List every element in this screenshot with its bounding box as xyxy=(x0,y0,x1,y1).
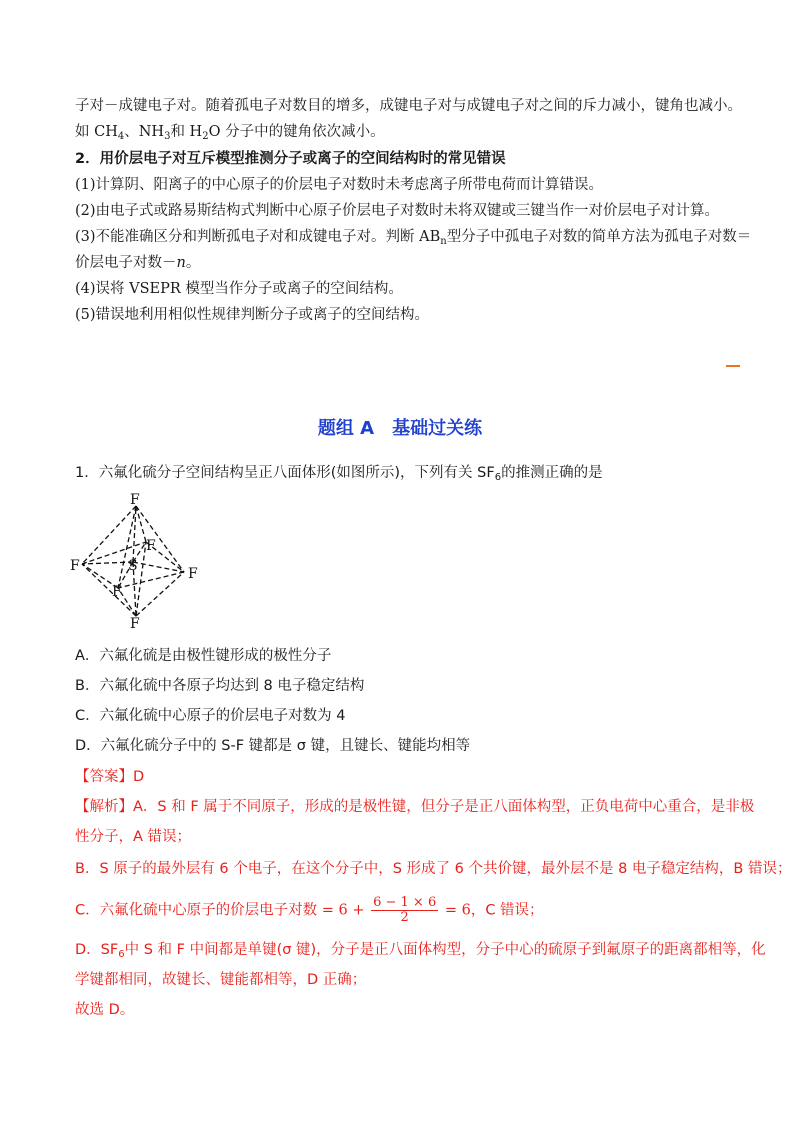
subscript: n xyxy=(440,236,447,247)
error-item-5: (5)错误地利用相似性规律判断分子或离子的空间结构。 xyxy=(75,307,430,323)
atom-f-top: F xyxy=(130,492,140,508)
text: 的推测正确的是 xyxy=(501,465,603,481)
subscript: 4 xyxy=(117,131,125,142)
text: 1．六氟化硫分子空间结构呈正八面体形(如图所示)，下列有关 SF xyxy=(75,465,495,481)
text: 和 H xyxy=(170,124,203,140)
atom-f-right: F xyxy=(188,566,198,582)
text: O 分子中的键角依次减小。 xyxy=(208,124,385,140)
fraction xyxy=(371,896,438,925)
error-item-2: (2)由电子式或路易斯结构式判断中心原子价层电子对数时未将双键或三键当作一对价层电子对计算。 xyxy=(75,203,720,219)
text: 。 xyxy=(185,255,201,271)
text: 型分子中孤电子对数的简单方法为孤电子对数＝ xyxy=(446,229,752,245)
analysis-line-4 xyxy=(75,896,544,925)
text: D．SF xyxy=(75,942,119,958)
atom-f-bottom: F xyxy=(130,616,140,630)
group-title: 题组 A 基础过关练 xyxy=(317,418,483,439)
analysis-line-3: B．S 原子的最外层有 6 个电子，在这个分子中，S 形成了 6 个共价键，最外层不是 8 电子稳定结构，B 错误； xyxy=(75,861,792,877)
answer-label: 【答案】D xyxy=(75,769,145,785)
subscript: 3 xyxy=(164,131,171,142)
text: C．六氟化硫中心原子的价层电子对数 xyxy=(75,902,318,919)
analysis-line-5 xyxy=(75,940,766,960)
orange-dash-mark xyxy=(726,365,740,367)
analysis-line-6: 学键都相同，故键长、键能都相等，D 正确； xyxy=(75,972,367,988)
atom-f-left: F xyxy=(70,558,80,574)
error-item-3-cont xyxy=(75,253,200,273)
section-heading: 2．用价层电子对互斥模型推测分子或离子的空间结构时的常见错误 xyxy=(75,151,506,167)
intro-line-1: 子对－成键电子对。随着孤电子对数目的增多，成键电子对与成键电子对之间的斥力减小，键角也减小。 xyxy=(75,98,742,114)
fraction-numerator: 6 − 1 × 6 xyxy=(373,895,437,910)
text: (3)不能准确区分和判断孤电子对和成键电子对。判断 AB xyxy=(75,229,441,245)
atom-f-back: F xyxy=(146,538,156,554)
subscript: 2 xyxy=(202,131,209,142)
text: ，C 错误； xyxy=(470,902,544,919)
question-stem xyxy=(75,463,603,483)
subscript: 6 xyxy=(118,949,125,960)
text: 如 CH xyxy=(75,124,118,140)
text: 价层电子对数－ xyxy=(75,255,177,271)
error-item-1: (1)计算阴、阳离子的中心原子的价层电子对数时未考虑离子所带电荷而计算错误。 xyxy=(75,177,604,193)
equation-result: = 6 xyxy=(444,902,471,919)
intro-line-2 xyxy=(75,122,385,142)
error-item-4: (4)误将 VSEPR 模型当作分子或离子的空间结构。 xyxy=(75,281,403,297)
analysis-line-1: 【解析】A．S 和 F 属于不同原子，形成的是极性键，但分子是正八面体构型，正负电荷中心重合，是非极 xyxy=(75,799,755,815)
fraction-denominator: 2 xyxy=(400,910,409,925)
atom-f-front: F xyxy=(112,584,122,600)
atom-s-center: S xyxy=(128,558,138,574)
error-item-3 xyxy=(75,227,751,247)
sf6-octahedron-figure xyxy=(68,490,208,630)
analysis-line-7: 故选 D。 xyxy=(75,1002,135,1018)
analysis-line-2: 性分子，A 错误； xyxy=(75,829,192,845)
variable: n xyxy=(176,255,186,271)
option-b: B．六氟化硫中各原子均达到 8 电子稳定结构 xyxy=(75,678,365,694)
option-c: C．六氟化硫中心原子的价层电子对数为 4 xyxy=(75,708,346,724)
text: 、NH xyxy=(124,124,165,140)
option-d: D．六氟化硫分子中的 S-F 键都是 σ 键，且键长、键能均相等 xyxy=(75,738,471,754)
subscript: 6 xyxy=(494,472,502,483)
text: 中 S 和 F 中间都是单键(σ 键)，分子是正八面体构型，分子中心的硫原子到氟原子的距离都相等，化 xyxy=(124,942,766,958)
equation-part: = 6 + xyxy=(321,902,365,919)
option-a: A．六氟化硫是由极性键形成的极性分子 xyxy=(75,648,332,664)
